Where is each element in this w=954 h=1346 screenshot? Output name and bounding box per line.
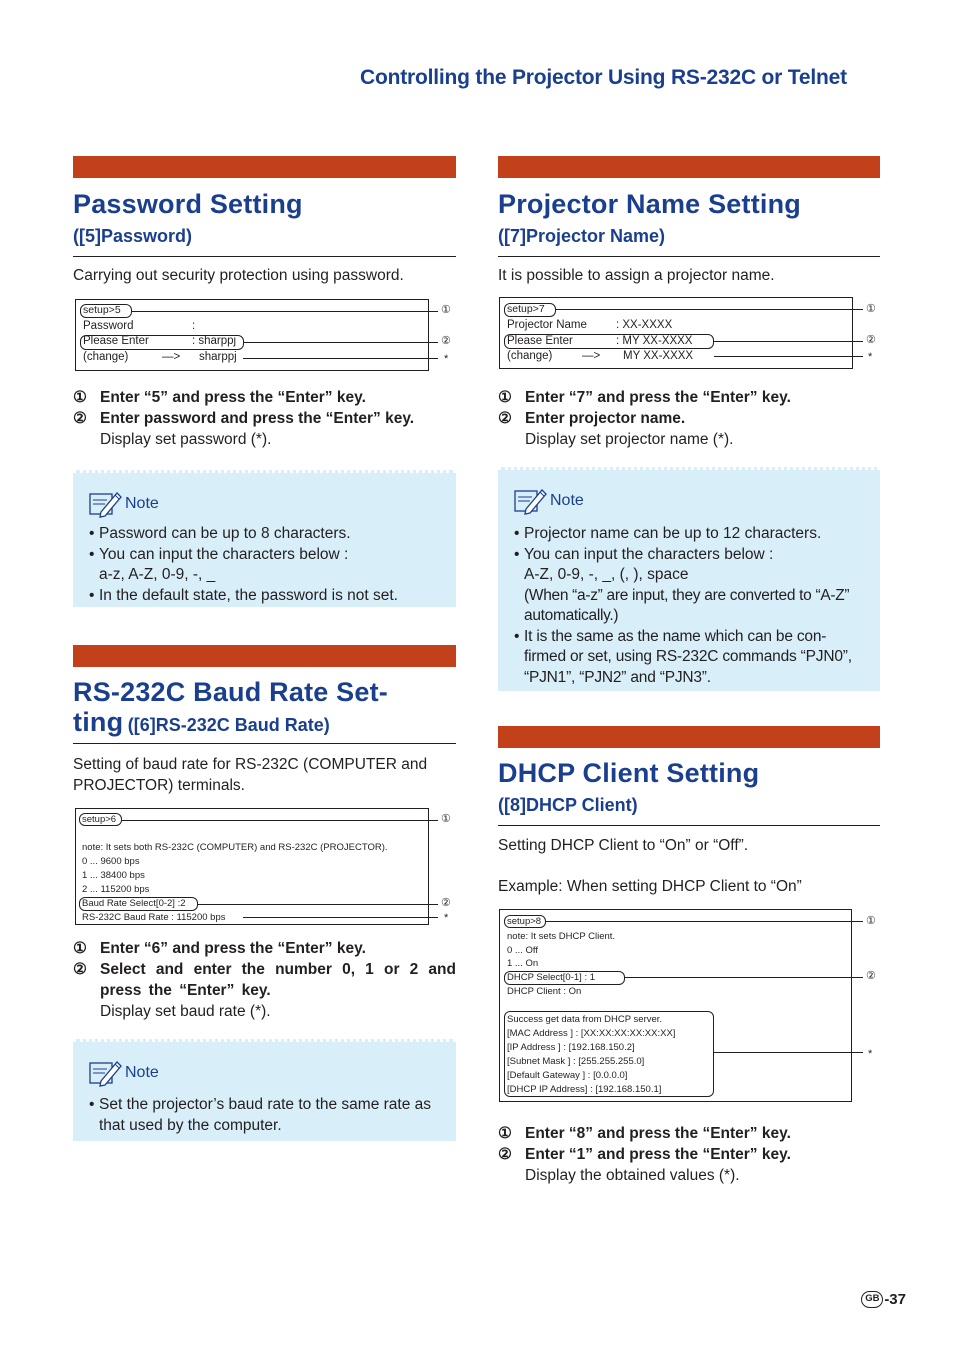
password-steps (73, 387, 456, 450)
password-leader-3 (243, 358, 438, 359)
baud-note-list (89, 1095, 449, 1136)
projname-note (498, 467, 880, 691)
baud-step-2 (73, 959, 456, 1001)
note-pencil-icon (87, 1058, 123, 1088)
baud-leader-1 (122, 820, 438, 821)
projname-section-subtitle: ([7]Projector Name) (498, 226, 666, 246)
baud-option-1: 1 ... 38400 bps (82, 870, 145, 881)
password-line1-label: Password (83, 320, 134, 332)
password-section-title: Password Setting (73, 189, 303, 219)
projname-line3-arrow: —> (582, 350, 601, 362)
password-line2-value: : sharppj (192, 335, 237, 347)
projname-leader-1 (555, 309, 863, 310)
step-number: ① (73, 389, 87, 406)
baud-terminal (75, 808, 429, 925)
dhcp-result-line: [MAC Address ] : [XX:XX:XX:XX:XX:XX] (507, 1028, 676, 1039)
baud-intro: Setting of baud rate for RS-232C (COMPUTER and PROJECTOR) terminals. (73, 756, 428, 794)
password-rule (73, 256, 456, 257)
projname-callout-2: ② (866, 334, 876, 346)
password-line3-label: (change) (83, 351, 129, 363)
dhcp-note: note: It sets DHCP Client. (507, 931, 616, 942)
projname-line2-label: Please Enter (507, 335, 573, 347)
projname-line3-value: MY XX-XXXX (623, 350, 694, 362)
projname-step-2 (498, 408, 880, 429)
note-item: • Password can be up to 8 characters. (89, 525, 351, 542)
section-bar-projector-name (498, 156, 880, 178)
step-number: ② (73, 961, 87, 978)
projname-rule (498, 256, 880, 257)
step-number: ① (498, 1125, 512, 1142)
note-label: Note (125, 495, 159, 512)
dhcp-section-subtitle: ([8]DHCP Client) (498, 795, 638, 815)
section-bar-dhcp (498, 726, 880, 748)
baud-option-2: 2 ... 115200 bps (82, 884, 150, 895)
projname-steps (498, 387, 880, 450)
note-label: Note (550, 492, 584, 509)
step-text: Enter “7” and press the “Enter” key. (525, 389, 791, 406)
section-bar-baud (73, 645, 456, 667)
projname-section-title: Projector Name Setting (498, 189, 801, 219)
dhcp-select: DHCP Select[0-1] : 1 (507, 972, 596, 983)
projname-step-extra: Display set projector name (*). (525, 431, 734, 448)
baud-result: RS-232C Baud Rate : 115200 bps (82, 912, 226, 923)
note-item-continuation: (When “a-z” are input, they are converted to “A-Z” automatically.) (524, 586, 850, 624)
step-number: ② (498, 410, 512, 427)
projname-leader-3 (714, 356, 863, 357)
password-prompt: setup>5 (83, 304, 121, 316)
password-note (73, 470, 456, 607)
projname-intro: It is possible to assign a projector name. (498, 267, 775, 284)
baud-option-0: 0 ... 9600 bps (82, 856, 140, 867)
password-note-list (89, 524, 444, 606)
dhcp-step-1 (498, 1123, 880, 1144)
projname-step-1 (498, 387, 880, 408)
step-text: Enter “6” and press the “Enter” key. (100, 940, 366, 957)
projname-callout-1: ① (866, 303, 876, 315)
projname-line1-label: Projector Name (507, 319, 587, 331)
baud-section-title-line1: RS-232C Baud Rate Set- (73, 677, 388, 707)
dhcp-callout-1: ① (866, 915, 876, 927)
dhcp-result-line: [Subnet Mask ] : [255.255.255.0] (507, 1056, 645, 1067)
password-step-2 (73, 408, 456, 429)
baud-note: note: It sets both RS-232C (COMPUTER) and RS-232C (PROJECTOR). (82, 842, 388, 853)
note-header (512, 486, 584, 516)
baud-callout-1: ① (441, 813, 451, 825)
region-badge: GB (861, 1291, 883, 1308)
baud-select: Baud Rate Select[0-2] :2 (82, 898, 186, 909)
projname-leader-2 (714, 341, 863, 342)
dhcp-callout-2: ② (866, 970, 876, 982)
dhcp-leader-1 (545, 921, 863, 922)
step-text: Enter “1” and press the “Enter” key. (525, 1146, 791, 1163)
dhcp-result-line: [DHCP IP Address] : [192.168.150.1] (507, 1084, 662, 1095)
baud-steps (73, 938, 456, 1022)
password-leader-1 (131, 311, 438, 312)
dhcp-option-0: 0 ... Off (507, 945, 538, 956)
baud-section-title-line2: ting (73, 707, 124, 737)
dhcp-rule (498, 825, 880, 826)
password-section-subtitle: ([5]Password) (73, 226, 193, 246)
dhcp-option-1: 1 ... On (507, 958, 539, 969)
dhcp-result-line: [Default Gateway ] : [0.0.0.0] (507, 1070, 628, 1081)
dhcp-status: DHCP Client : On (507, 986, 582, 997)
password-callout-star: * (444, 353, 449, 365)
note-header (87, 489, 159, 519)
note-item-continuation: a-z, A-Z, 0-9, -, _ (99, 566, 216, 583)
dhcp-section-title: DHCP Client Setting (498, 758, 760, 788)
step-number: ① (498, 389, 512, 406)
password-line3-arrow: —> (162, 351, 181, 363)
section-bar-password (73, 156, 456, 178)
projname-line2-value: : MY XX-XXXX (616, 335, 693, 347)
dhcp-leader-2 (624, 977, 863, 978)
note-item: • Set the projector’s baud rate to the same rate as that used by the computer. (89, 1096, 432, 1134)
step-number: ② (73, 410, 87, 427)
baud-rule (73, 743, 456, 744)
baud-section-subtitle: ([6]RS-232C Baud Rate) (127, 715, 330, 735)
step-text: Select and enter the number 0, 1 or 2 and press the “Enter” key. (100, 961, 456, 999)
note-pencil-icon (87, 489, 123, 519)
dhcp-result-line: [IP Address ] : [192.168.150.2] (507, 1042, 635, 1053)
password-terminal (75, 299, 429, 371)
note-item: • You can input the characters below : (514, 545, 774, 563)
step-text: Enter “8” and press the “Enter” key. (525, 1125, 791, 1142)
page-number (861, 1291, 906, 1308)
baud-leader-3 (243, 917, 438, 918)
password-callout-2: ② (441, 335, 451, 347)
step-number: ① (73, 940, 87, 957)
dhcp-leader-3 (713, 1052, 863, 1053)
note-item: • You can input the characters below : (89, 545, 349, 563)
baud-section-title-line2-row (73, 707, 330, 738)
password-line2-label: Please Enter (83, 335, 149, 347)
baud-note (73, 1039, 456, 1141)
note-pencil-icon (512, 486, 548, 516)
password-step-extra: Display set password (*). (100, 431, 272, 448)
projname-note-list (514, 524, 870, 688)
note-label: Note (125, 1064, 159, 1081)
password-step-1 (73, 387, 456, 408)
dhcp-step-extra: Display the obtained values (*). (525, 1167, 740, 1184)
dhcp-callout-star: * (868, 1048, 873, 1060)
dhcp-result-line: Success get data from DHCP server. (507, 1014, 663, 1025)
baud-step-1 (73, 938, 456, 959)
page-number-text: -37 (884, 1291, 906, 1308)
dhcp-terminal (499, 909, 852, 1102)
projname-line1-value: : XX-XXXX (616, 319, 673, 331)
dhcp-prompt: setup>8 (507, 916, 542, 927)
dhcp-step-2 (498, 1144, 880, 1165)
note-item: • In the default state, the password is not set. (89, 586, 398, 604)
projname-callout-star: * (868, 351, 873, 363)
step-number: ② (498, 1146, 512, 1163)
step-text: Enter password and press the “Enter” key. (100, 410, 415, 427)
projname-line3-label: (change) (507, 350, 553, 362)
baud-callout-2: ② (441, 897, 451, 909)
baud-step-extra: Display set baud rate (*). (100, 1003, 271, 1020)
dhcp-intro: Setting DHCP Client to “On” or “Off”. (498, 837, 749, 854)
password-intro: Carrying out security protection using password. (73, 267, 404, 284)
note-header (87, 1058, 159, 1088)
step-text: Enter projector name. (525, 410, 686, 427)
password-line1-colon: : (192, 320, 196, 332)
baud-leader-2 (197, 904, 438, 905)
projname-terminal (499, 297, 853, 369)
note-item: • Projector name can be up to 12 characters. (514, 525, 822, 542)
note-item-continuation: A-Z, 0-9, -, _, (, ), space (524, 566, 689, 583)
projname-prompt: setup>7 (507, 303, 545, 315)
baud-callout-star: * (444, 912, 449, 924)
step-text: Enter “5” and press the “Enter” key. (100, 389, 366, 406)
dhcp-steps (498, 1123, 880, 1186)
running-header: Controlling the Projector Using RS-232C or Telnet (360, 66, 847, 89)
dhcp-example: Example: When setting DHCP Client to “On” (498, 878, 802, 895)
password-line3-value: sharppj (199, 351, 237, 363)
baud-prompt: setup>6 (82, 814, 117, 825)
password-leader-2 (243, 342, 438, 343)
password-callout-1: ① (441, 304, 451, 316)
note-item: • It is the same as the name which can be con- firmed or set, using RS-232C commands “PJN0”, “PJN1”, “PJN2” and “PJN3”. (514, 627, 852, 686)
